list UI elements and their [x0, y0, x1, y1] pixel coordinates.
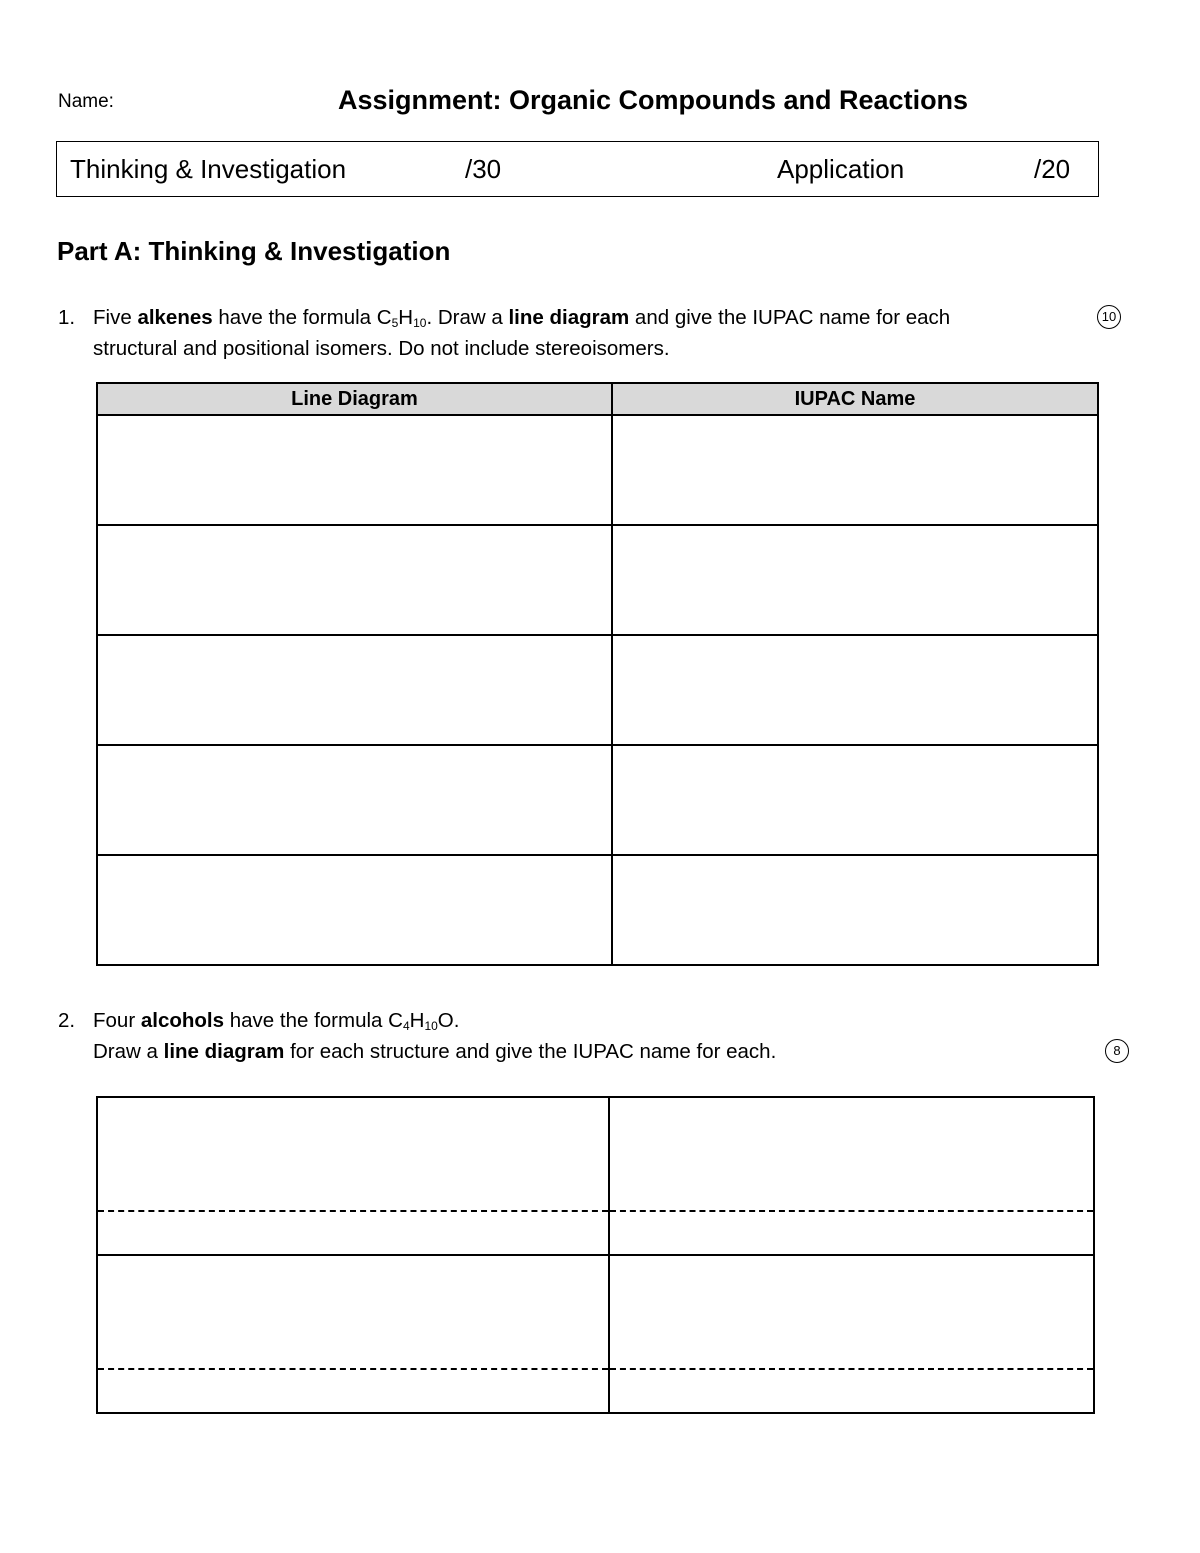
iupac-name-cell[interactable]: [97, 1211, 609, 1255]
question-1-line-2: structural and positional isomers. Do not include stereoisomers.: [93, 337, 670, 360]
line-diagram-cell[interactable]: [609, 1255, 1094, 1369]
question-1-number: 1.: [58, 306, 76, 329]
question-2-marks-badge: 8: [1105, 1039, 1129, 1063]
table-row: [97, 525, 1098, 635]
question-2-number: 2.: [58, 1009, 76, 1032]
part-a-heading: Part A: Thinking & Investigation: [57, 236, 451, 266]
assignment-title: Assignment: Organic Compounds and Reactions: [338, 85, 969, 115]
line-diagram-cell[interactable]: [609, 1097, 1094, 1211]
table-row: [97, 855, 1098, 965]
iupac-name-cell[interactable]: [609, 1211, 1094, 1255]
application-label: Application: [777, 154, 905, 184]
name-label: Name:: [58, 91, 114, 112]
line-diagram-cell[interactable]: [97, 855, 612, 965]
line-diagram-cell[interactable]: [97, 525, 612, 635]
line-diagram-cell[interactable]: [97, 635, 612, 745]
thinking-label: Thinking & Investigation: [70, 154, 347, 184]
table-row: [97, 1097, 1094, 1211]
table-row: [97, 1211, 1094, 1255]
thinking-out-of: /30: [465, 154, 502, 184]
table-row: [97, 1369, 1094, 1413]
marks-summary-box: [56, 141, 1099, 197]
iupac-name-cell[interactable]: [612, 855, 1098, 965]
line-diagram-cell[interactable]: [97, 1097, 609, 1211]
question-1: [58, 302, 1058, 364]
alkene-answer-table: [96, 382, 1099, 966]
question-1-line-1: Five alkenes have the formula $C_5H_{10}$. Draw a line diagram and give the IUPAC name for each: [93, 306, 951, 330]
iupac-name-cell[interactable]: [609, 1369, 1094, 1413]
iupac-name-cell[interactable]: [97, 1369, 609, 1413]
header-line-diagram: Line Diagram: [97, 383, 612, 415]
question-2-line-2: Draw a line diagram for each structure and give the IUPAC name for each.: [93, 1040, 777, 1063]
iupac-name-cell[interactable]: [612, 415, 1098, 525]
question-2: [58, 1005, 1058, 1067]
iupac-name-cell[interactable]: [612, 525, 1098, 635]
question-1-marks-badge: 10: [1097, 305, 1121, 329]
table-row: [97, 1255, 1094, 1369]
line-diagram-cell[interactable]: [97, 1255, 609, 1369]
iupac-name-cell[interactable]: [612, 745, 1098, 855]
table-row: [97, 415, 1098, 525]
table-row: [97, 635, 1098, 745]
line-diagram-cell[interactable]: [97, 745, 612, 855]
question-2-line-1: Four alcohols have the formula $C_4H_{10}O$.: [93, 1009, 460, 1033]
application-out-of: /20: [1034, 154, 1071, 184]
header-iupac-name: IUPAC Name: [612, 383, 1098, 415]
alcohol-answer-table: [96, 1096, 1095, 1414]
iupac-name-cell[interactable]: [612, 635, 1098, 745]
line-diagram-cell[interactable]: [97, 415, 612, 525]
table-row: [97, 745, 1098, 855]
